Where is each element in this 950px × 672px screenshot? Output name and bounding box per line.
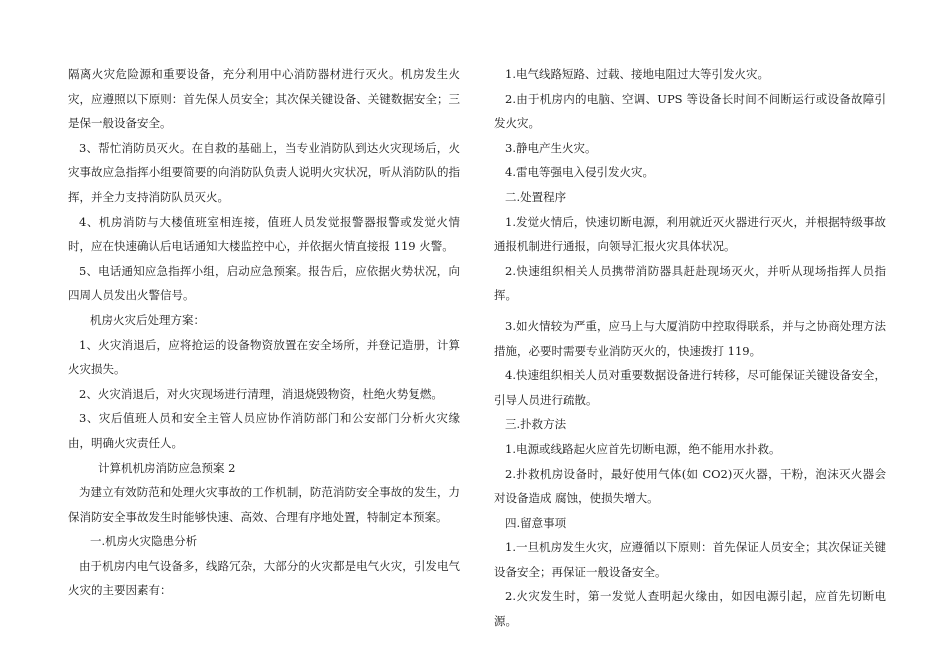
- paragraph-post-fire-3: 3、灾后值班人员和安全主管人员应协作消防部门和公安部门分析火灾缘由，明确火灾责任人。: [68, 411, 460, 450]
- heading-precautions: 四.留意事项: [505, 515, 567, 530]
- heading-hazard-analysis: 一.机房火灾隐患分析: [90, 534, 198, 549]
- heading-procedure: 二.处置程序: [505, 189, 567, 204]
- list-item-method-1: 1.电源或线路起火应首先切断电源，绝不能用水扑救。: [505, 441, 781, 456]
- list-item-cause-1: 1.电气线路短路、过载、接地电阻过大等引发火灾。: [505, 67, 769, 81]
- paragraph-plan-intro: 为建立有效防范和处理火灾事故的工作机制，防范消防安全事故的发生，力保消防安全事故发生时能够快速、高效、合理有序地处置，特制定本预案。: [68, 485, 460, 524]
- list-item-procedure-1: 1.发觉火情后，快速切断电源，利用就近灭火器进行灭火，并根据特级事故通报机制进行通报，向领导汇报火灾具体状况。: [494, 214, 886, 254]
- right-column: [494, 62, 886, 634]
- list-item-cause-2: 2.由于机房内的电脑、空调、UPS 等设备长时间不间断运行或设备故障引发火灾。: [494, 91, 886, 131]
- heading-post-fire-plan: 机房火灾后处理方案：: [90, 312, 205, 327]
- list-item-procedure-2: 2.快速组织相关人员携带消防器具赶赴现场灭火，并听从现场指挥人员指挥。: [494, 263, 886, 303]
- paragraph-fire-isolation: 隔离火灾危险源和重要设备，充分利用中心消防器材进行灭火。机房发生火灾，应遵照以下原则：首先保人员安全；其次保关键设备、关键数据安全；三是保一般设备安全。: [68, 67, 460, 131]
- list-item-precaution-2: 2.火灾发生时，第一发觉人查明起火缘由，如因电源引起，应首先切断电源。: [494, 589, 886, 629]
- paragraph-post-fire-2: 2、火灾消退后，对火灾现场进行清理，消退烧毁物资，杜绝火势复燃。: [79, 386, 443, 401]
- list-item-procedure-4: 4.快速组织相关人员对重要数据设备进行转移，尽可能保证关键设备安全，引导人员进行疏散。: [494, 368, 886, 407]
- paragraph-post-fire-1: 1、火灾消退后，应将抢运的设备物资放置在安全场所，并登记造册，计算火灾损失。: [68, 337, 460, 377]
- paragraph-assist-firefighters: 3、帮忙消防员灭火。在自救的基础上，当专业消防队到达火灾现场后，火灾事故应急指挥小组要简要的向消防队负责人说明火灾状况，听从消防队的指挥，并全力支持消防队员灭火。: [68, 140, 460, 204]
- list-item-procedure-3: 3.如火情较为严重，应马上与大厦消防中控取得联系，并与之协商处理方法措施，必要时需要专业消防灭火的，快速拨打 119。: [494, 318, 886, 358]
- list-item-precaution-1: 1.一旦机房发生火灾，应遵循以下原则：首先保证人员安全；其次保证关键设备安全；再保证一般设备安全。: [494, 540, 886, 579]
- left-column: [68, 62, 460, 603]
- paragraph-hazard-intro: 由于机房内电气设备多，线路冗杂，大部分的火灾都是电气火灾，引发电气火灾的主要因素有：: [68, 558, 460, 598]
- list-item-cause-3: 3.静电产生火灾。: [505, 140, 597, 155]
- heading-plan-2: 计算机机房消防应急预案 2: [98, 460, 236, 475]
- list-item-cause-4: 4.雷电等强电入侵引发火灾。: [505, 165, 654, 180]
- paragraph-duty-room-link: 4、机房消防与大楼值班室相连接，值班人员发觉报警器报警或发觉火情时，应在快速确认后电话通知大楼监控中心，并依据火情直接报 119 火警。: [68, 214, 460, 254]
- paragraph-notify-command: 5、电话通知应急指挥小组，启动应急预案。报告后，应依据火势状况，向四周人员发出火警信号。: [68, 263, 460, 303]
- heading-fire-fighting-methods: 三.扑救方法: [505, 417, 567, 432]
- list-item-method-2: 2.扑救机房设备时，最好使用气体(如 CO2)灭火器，干粉，泡沫灭火器会对设备造成 腐蚀，使损失增大。: [494, 466, 886, 506]
